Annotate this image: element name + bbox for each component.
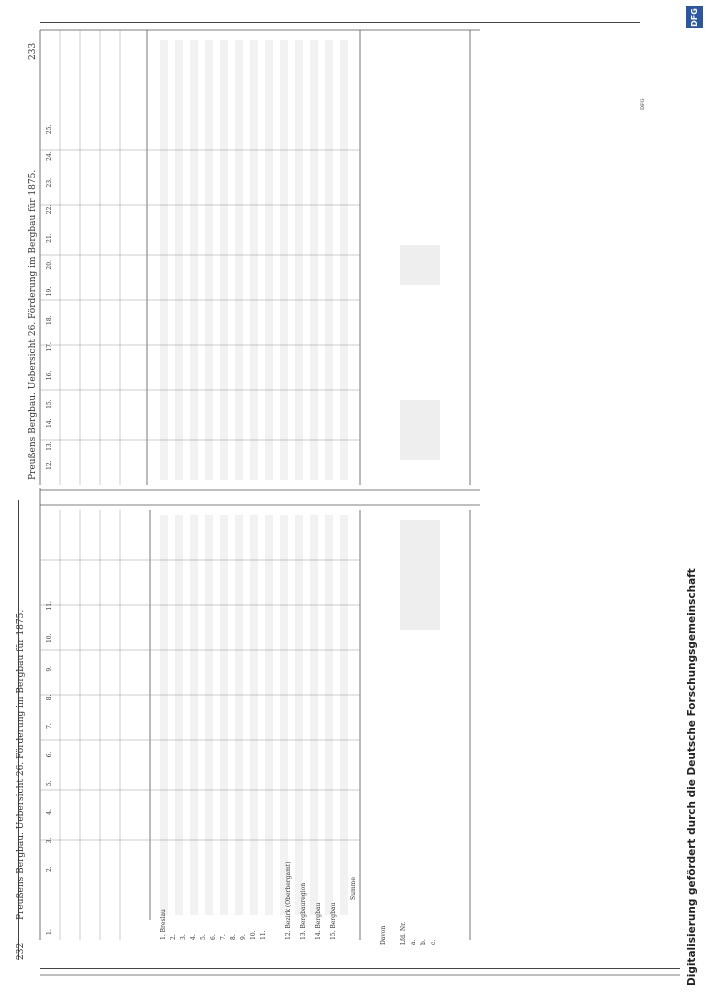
right-page-number: 233: [28, 42, 38, 60]
row-label-13: 13. Bergbauregion: [300, 882, 307, 940]
row-label-10: 10.: [250, 930, 257, 940]
left-page-number: 232: [16, 942, 26, 960]
footer-row-2: a.: [410, 939, 417, 945]
footer-row-3: b.: [420, 939, 427, 945]
footer-row-1: Lfd. Nr.: [400, 921, 407, 945]
right-page-header: Preußens Bergbau. Uebersicht 26. Förderung im Bergbau für 1875.: [28, 169, 38, 480]
row-label-6: 6.: [210, 934, 217, 940]
row-label-15: 15. Bergbau: [330, 902, 337, 940]
row-label-12: 12. Bezirk (Oberbergamt): [285, 861, 292, 940]
footer-row-4: c.: [430, 939, 437, 945]
row-label-9: 9.: [240, 934, 247, 940]
row-label-14: 14. Bergbau: [315, 902, 322, 940]
row-label-7: 7.: [220, 934, 227, 940]
dfg-logo: DFG: [686, 6, 703, 28]
dfg-banner: [686, 8, 704, 988]
right-column-numbers: 12. 13. 14. 15. 16. 17. 18. 19. 20. 21. 22. 23. 24. 25.: [46, 124, 53, 470]
left-column-numbers: 1. 2. 3. 4. 5. 6. 7. 8. 9. 10. 11.: [46, 601, 53, 935]
row-label-5: 5.: [200, 934, 207, 940]
row-label-sum: Summe: [350, 877, 357, 900]
row-label-8: 8.: [230, 934, 237, 940]
stamp-mark: DFG: [640, 98, 646, 110]
left-page-header: Preußens Bergbau. Uebersicht 26. Förderung im Bergbau für 1875.: [16, 609, 26, 920]
row-label-1: 1. Breslau: [160, 909, 167, 940]
row-label-2: 2.: [170, 934, 177, 940]
row-label-11: 11.: [260, 930, 267, 940]
footer-row-0: Davon: [380, 925, 387, 945]
row-label-4: 4.: [190, 934, 197, 940]
row-label-3: 3.: [180, 934, 187, 940]
dfg-banner-text: Digitalisierung gefördert durch die Deutsche Forschungsgemeinschaft: [686, 568, 698, 986]
